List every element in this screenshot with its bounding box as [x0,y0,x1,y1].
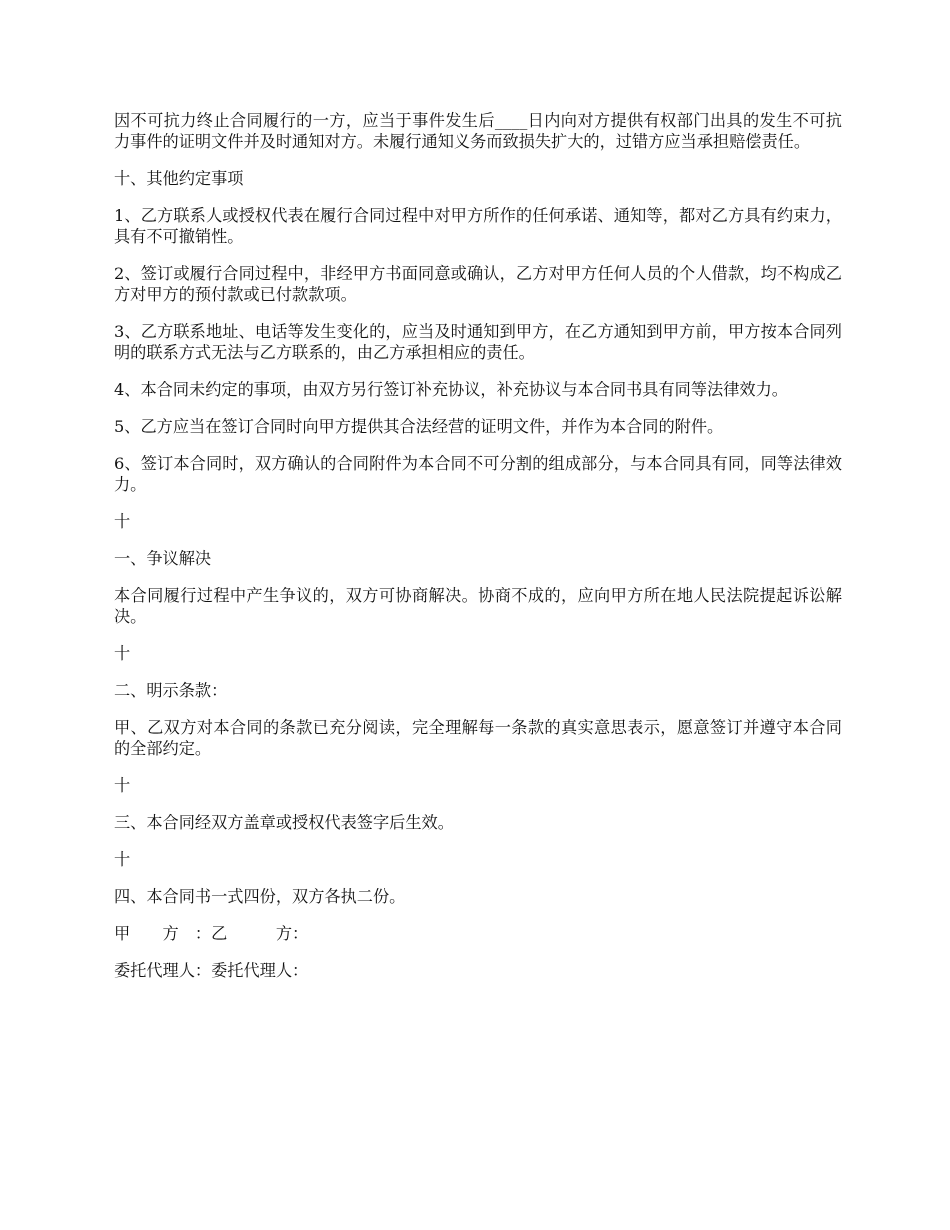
section-number-fragment: 十 [114,512,131,531]
force-majeure-paragraph: 因不可抗力终止合同履行的一方，应当于事件发生后____日内向对方提供有权部门出具的发生不可抗力事件的证明文件并及时通知对方。未履行通知义务而致损失扩大的，过错方应当承担赔偿责任。 [114,111,842,151]
clause-5: 5、乙方应当在签订合同时向甲方提供其合法经营的证明文件，并作为本合同的附件。 [114,417,724,436]
clause-2: 2、签订或履行合同过程中，非经甲方书面同意或确认，乙方对甲方任何人员的个人借款，均不构成乙方对甲方的预付款或已付款款项。 [114,264,842,304]
clause-1: 1、乙方联系人或授权代表在履行合同过程中对甲方所作的任何承诺、通知等，都对乙方具有约束力，具有不可撤销性。 [114,206,842,246]
clause-3: 3、乙方联系地址、电话等发生变化的，应当及时通知到甲方，在乙方通知到甲方前，甲方按本合同列明的联系方式无法与乙方联系的，由乙方承担相应的责任。 [114,322,842,362]
section-number-fragment: 十 [114,776,131,795]
section-heading-explicit-terms: 二、明示条款： [114,681,228,700]
dispute-paragraph: 本合同履行过程中产生争议的，双方可协商解决。协商不成的，应向甲方所在地人民法院提起诉讼解决。 [114,586,842,626]
party-signature-line: 甲 方 ：乙 方： [114,924,309,943]
agent-signature-line: 委托代理人：委托代理人： [114,961,309,980]
section-heading-other-matters: 十、其他约定事项 [114,169,244,188]
section-effectiveness: 三、本合同经双方盖章或授权代表签字后生效。 [114,813,454,832]
section-heading-dispute: 一、争议解决 [114,549,212,568]
explicit-terms-paragraph: 甲、乙双方对本合同的条款已充分阅读，完全理解每一条款的真实意思表示，愿意签订并遵守本合同的全部约定。 [114,718,842,758]
document-page [114,110,842,997]
section-copies: 四、本合同书一式四份，双方各执二份。 [114,887,406,906]
section-number-fragment: 十 [114,850,131,869]
clause-4: 4、本合同未约定的事项，由双方另行签订补充协议，补充协议与本合同书具有同等法律效力。 [114,380,788,399]
clause-6: 6、签订本合同时，双方确认的合同附件为本合同不可分割的组成部分，与本合同具有同，同等法律效力。 [114,454,842,494]
section-number-fragment: 十 [114,644,131,663]
